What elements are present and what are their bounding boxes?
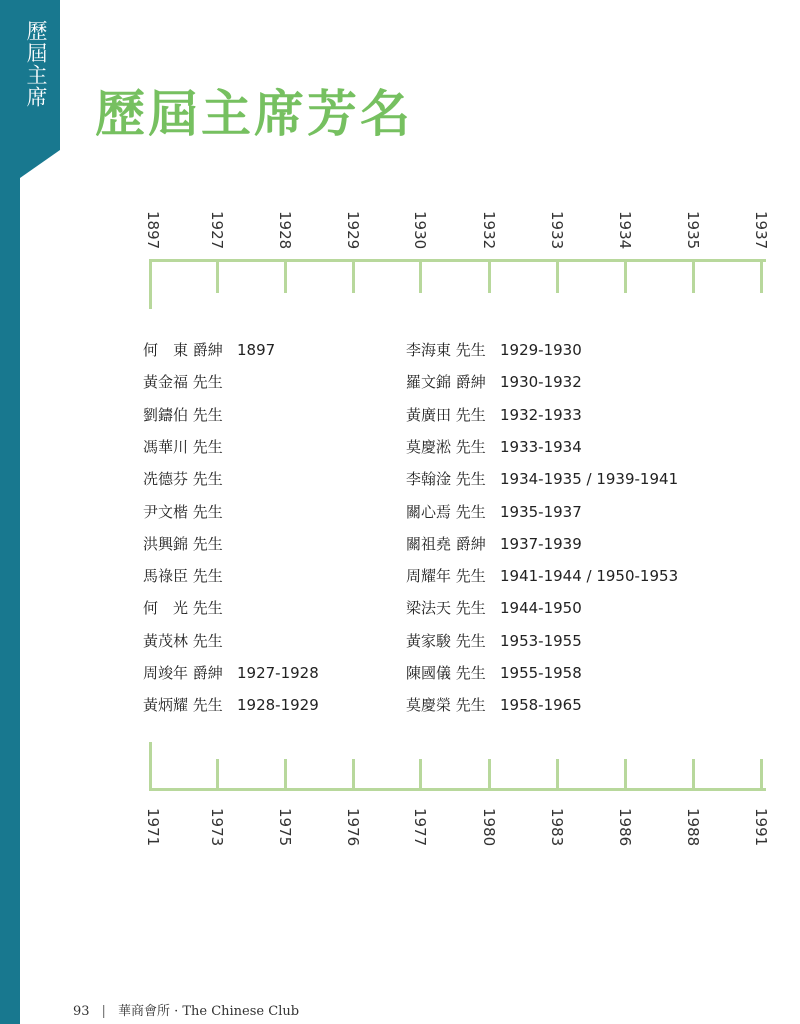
chairman-term: 1958-1965 xyxy=(500,696,582,715)
timeline-bottom-tick xyxy=(352,759,355,791)
chairman-name: 何 光 先生 xyxy=(143,599,223,618)
chairman-name: 關心焉 先生 xyxy=(406,502,486,521)
timeline-bottom-year: 1983 xyxy=(548,808,566,847)
timeline-top-start-stem xyxy=(149,259,152,309)
timeline-bottom-year: 1973 xyxy=(208,808,226,847)
timeline-top-year: 1927 xyxy=(208,211,226,250)
footer-club-name: 華商會所 · The Chinese Club xyxy=(117,1004,300,1019)
timeline-top-tick xyxy=(556,261,559,293)
timeline-bottom-year: 1986 xyxy=(616,808,634,847)
chairman-entry xyxy=(143,629,237,653)
chairman-name: 洪興錦 先生 xyxy=(143,534,223,553)
timeline-bottom-year: 1975 xyxy=(276,808,294,847)
timeline-bottom-tick xyxy=(419,759,422,791)
chairman-term: 1930-1932 xyxy=(500,373,582,392)
chairman-entry xyxy=(143,500,237,524)
timeline-top-tick xyxy=(624,261,627,293)
chairman-entry xyxy=(143,467,237,491)
chairman-term: 1935-1937 xyxy=(500,502,582,521)
chairman-name: 梁法天 先生 xyxy=(406,599,486,618)
chairman-name: 周耀年 先生 xyxy=(406,567,486,586)
chairman-entry xyxy=(143,435,237,459)
chairman-name: 李翰淦 先生 xyxy=(406,470,486,489)
chairman-entry xyxy=(406,532,582,556)
section-tab-label: 歷屆主席 xyxy=(24,20,48,108)
page-number: 93 xyxy=(73,1004,90,1019)
chairman-name: 黃炳耀 先生 xyxy=(143,696,223,715)
timeline-top-year: 1934 xyxy=(616,211,634,250)
chairman-entry xyxy=(406,370,582,394)
chairman-term: 1932-1933 xyxy=(500,405,582,424)
chairman-name: 冼德芬 先生 xyxy=(143,470,223,489)
timeline-top-year: 1933 xyxy=(548,211,566,250)
page-title: 歷屆主席芳名 xyxy=(95,85,413,143)
timeline-top-tick xyxy=(692,261,695,293)
footer-separator: | xyxy=(101,1004,106,1019)
chairman-name: 周竣年 爵紳 xyxy=(143,664,223,682)
chairman-entry xyxy=(143,532,237,556)
chairman-term: 1941-1944 / 1950-1953 xyxy=(500,567,679,586)
chairman-name: 黃茂林 先生 xyxy=(143,631,223,650)
chairman-entry xyxy=(143,596,237,620)
timeline-top-year: 1937 xyxy=(752,211,770,250)
timeline-bottom-year: 1977 xyxy=(411,808,429,847)
chairman-name: 黃家駿 先生 xyxy=(406,631,486,650)
timeline-bottom-tick xyxy=(216,759,219,791)
timeline-top-year: 1932 xyxy=(480,211,498,250)
timeline-top-tick xyxy=(760,261,763,293)
chairman-entry xyxy=(406,435,582,459)
timeline-bottom-year: 1991 xyxy=(752,808,770,847)
chairman-name: 關祖堯 爵紳 xyxy=(406,534,486,553)
timeline-bottom-tick xyxy=(692,759,695,791)
timeline-bottom-year: 1976 xyxy=(344,808,362,847)
timeline-top-line xyxy=(149,259,766,262)
timeline-bottom-line xyxy=(149,788,766,791)
chairman-name: 劉鑄伯 先生 xyxy=(143,405,223,424)
chairman-name: 何 東 爵紳 xyxy=(143,341,223,359)
chairman-entry xyxy=(406,500,582,524)
chairman-entry xyxy=(406,338,582,362)
chairman-name: 陳國儀 先生 xyxy=(406,664,486,682)
timeline-bottom-tick xyxy=(284,759,287,791)
timeline-top-year: 1929 xyxy=(344,211,362,250)
chairman-entry xyxy=(406,629,582,653)
chairman-name: 莫慶榮 先生 xyxy=(406,696,486,715)
chairman-entry xyxy=(406,467,678,491)
timeline-bottom-tick xyxy=(624,759,627,791)
chairman-name: 李海東 先生 xyxy=(406,341,486,359)
chairman-entry xyxy=(143,661,319,685)
chairman-entry xyxy=(143,370,237,394)
chairman-term: 1927-1928 xyxy=(237,664,319,682)
chairman-entry xyxy=(143,403,237,427)
timeline-top-year: 1897 xyxy=(144,211,162,250)
chairman-entry xyxy=(143,564,237,588)
chairman-name: 黃金福 先生 xyxy=(143,373,223,392)
chairman-entry xyxy=(406,596,582,620)
chairman-term: 1934-1935 / 1939-1941 xyxy=(500,470,679,489)
chairman-term: 1937-1939 xyxy=(500,534,582,553)
chairman-term: 1955-1958 xyxy=(500,664,582,682)
chairman-term: 1944-1950 xyxy=(500,599,582,618)
timeline-bottom-year: 1971 xyxy=(144,808,162,847)
chairman-entry xyxy=(406,693,582,717)
page-footer xyxy=(73,1000,299,1019)
timeline-top-year: 1930 xyxy=(411,211,429,250)
chairman-name: 羅文錦 爵紳 xyxy=(406,373,486,392)
chairman-term: 1897 xyxy=(237,341,276,359)
chairman-name: 尹文楷 先生 xyxy=(143,502,223,521)
timeline-bottom-year: 1988 xyxy=(684,808,702,847)
chairman-entry xyxy=(406,661,582,685)
timeline-top-year: 1928 xyxy=(276,211,294,250)
timeline-top-tick xyxy=(284,261,287,293)
timeline-top-tick xyxy=(419,261,422,293)
timeline-bottom-tick xyxy=(760,759,763,791)
timeline-top-year: 1935 xyxy=(684,211,702,250)
timeline-bottom-start-stem xyxy=(149,742,152,791)
chairman-entry xyxy=(143,693,319,717)
chairman-term: 1929-1930 xyxy=(500,341,582,359)
chairman-name: 黃廣田 先生 xyxy=(406,405,486,424)
chairman-term: 1928-1929 xyxy=(237,696,319,715)
timeline-bottom-year: 1980 xyxy=(480,808,498,847)
chairman-term: 1953-1955 xyxy=(500,631,582,650)
timeline-top-tick xyxy=(488,261,491,293)
timeline-bottom-tick xyxy=(556,759,559,791)
chairman-name: 莫慶淞 先生 xyxy=(406,437,486,456)
chairman-name: 馮華川 先生 xyxy=(143,437,223,456)
chairman-name: 馬祿臣 先生 xyxy=(143,567,223,586)
timeline-bottom-tick xyxy=(488,759,491,791)
timeline-top-tick xyxy=(352,261,355,293)
timeline-top-tick xyxy=(216,261,219,293)
chairman-entry xyxy=(143,338,275,362)
chairman-term: 1933-1934 xyxy=(500,437,582,456)
chairman-entry xyxy=(406,564,678,588)
chairman-entry xyxy=(406,403,582,427)
